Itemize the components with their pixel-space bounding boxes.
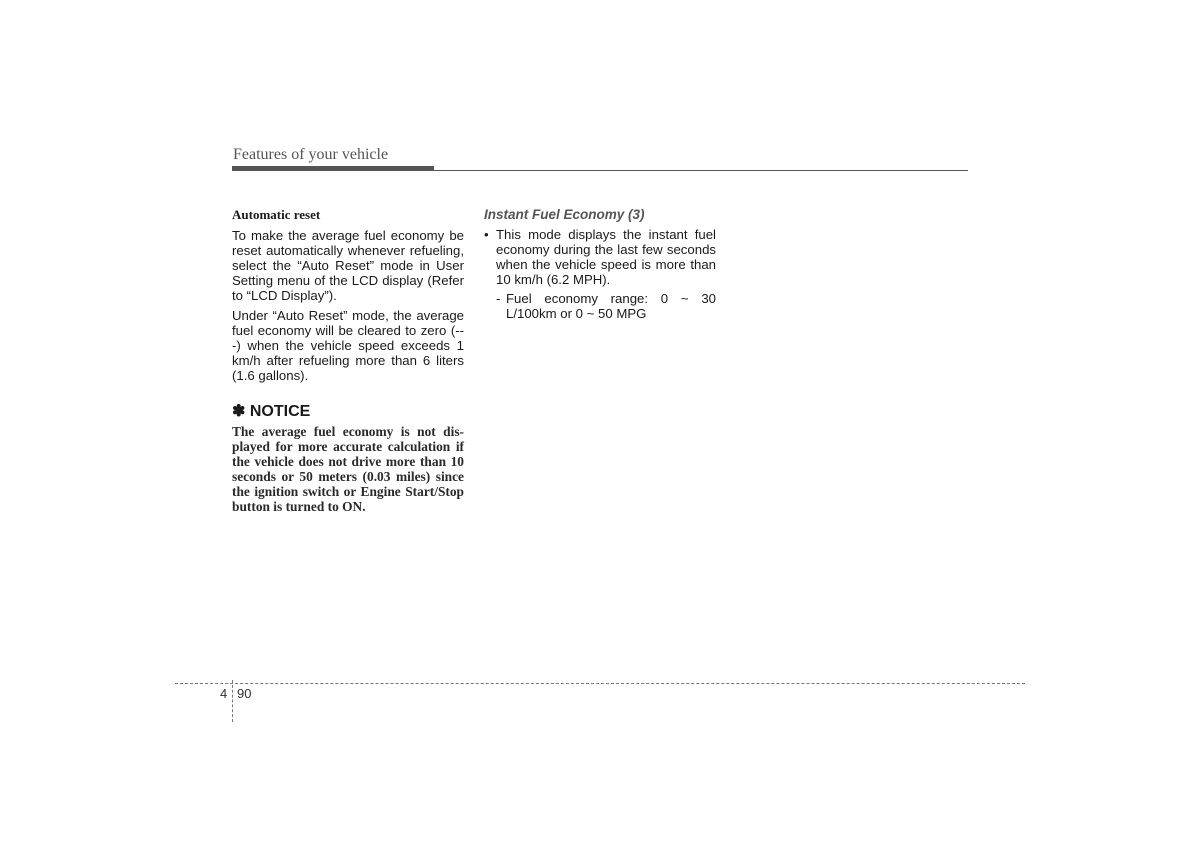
page-number: 90 (237, 686, 252, 701)
footer-divider (232, 680, 233, 722)
dash-icon: - (496, 291, 501, 306)
notice-icon: ✽ (232, 403, 246, 420)
mid-column (484, 207, 716, 321)
sub-bullet-text: Fuel economy range: 0 ~ 30 L/100km or 0 ~ 50 MPG (506, 291, 716, 321)
header-rule-thin (434, 170, 968, 171)
footer-dashed-rule (175, 683, 1025, 684)
page-header-title: Features of your vehicle (233, 146, 389, 163)
automatic-reset-paragraph-2: Under “Auto Reset” mode, the average fuel economy will be cleared to zero (---) when the vehicle speed exceeds 1 km/h after refueling more than 6 liters (1.6 gallons). (232, 308, 464, 383)
bullet-icon: • (484, 227, 489, 242)
notice-label: NOTICE (249, 403, 311, 420)
left-column (232, 207, 464, 514)
header-rule-thick (232, 166, 434, 171)
notice-title (232, 403, 464, 421)
automatic-reset-heading: Automatic reset (232, 207, 321, 222)
sub-bullet-item (484, 291, 716, 321)
chapter-number: 4 (220, 686, 228, 701)
bullet-text: This mode displays the instant fuel economy during the last few seconds when the vehicle speed is more than 10 km/h (6.2 MPH). (496, 227, 716, 287)
automatic-reset-paragraph-1: To make the average fuel economy be reset automatically whenever refueling, select the “Auto Reset” mode in User Setting menu of the LCD display (Refer to “LCD Display”). (232, 228, 464, 303)
notice-body: The average fuel economy is not displayed for more accurate calculation if the vehicle does not drive more than 10 seconds or 50 meters (0.03 miles) since the ignition switch or Engine Start/Stop button is turned to ON. (232, 424, 464, 514)
instant-fuel-economy-heading: Instant Fuel Economy (3) (484, 207, 645, 222)
bullet-item (484, 227, 716, 287)
